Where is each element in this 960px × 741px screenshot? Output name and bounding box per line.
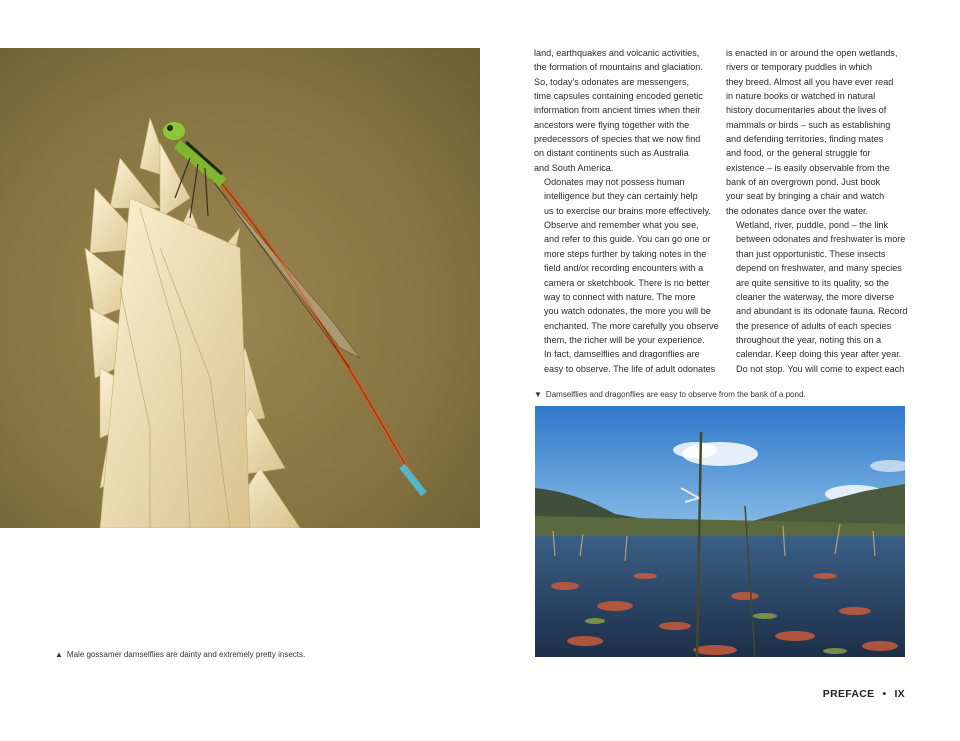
text-line: camera or sketchbook. There is no better (544, 277, 710, 288)
damselfly-photo (0, 48, 480, 528)
text-line: the odonates dance over the water. (726, 205, 869, 216)
text-line: and food, or the general struggle for (726, 148, 871, 159)
text-line: is enacted in or around the open wetlands, (726, 48, 898, 58)
text-line: ancestors were flying together with the (534, 119, 690, 130)
left-photo-caption (55, 649, 305, 660)
text-line: they breed. Almost all you have ever read (726, 76, 894, 87)
text-line: field and/or recording encounters with a (544, 263, 704, 274)
paragraph (534, 347, 716, 376)
text-column-1 (534, 46, 719, 376)
text-line: them, the richer will be your experience. (544, 334, 705, 345)
text-line: the formation of mountains and glaciation. (534, 62, 703, 73)
running-footer (823, 688, 905, 700)
text-line: and South America. (534, 162, 614, 173)
paragraph (726, 218, 908, 376)
text-line: Do not stop. You will come to expect each (736, 363, 905, 374)
footer-bullet: • (882, 688, 887, 700)
text-line: bank of an overgrown pond. Just book (726, 177, 881, 188)
left-caption-text: Male gossamer damselflies are dainty and extremely pretty insects. (66, 650, 306, 659)
text-line: the presence of adults of each species (736, 320, 892, 331)
right-photo-caption (534, 389, 806, 400)
text-line: history documentaries about the lives of (726, 105, 887, 116)
paragraph (534, 175, 719, 347)
text-line: and defending territories, finding mates (726, 134, 884, 145)
text-line: us to exercise our brains more effectively. (544, 205, 711, 216)
text-line: between odonates and freshwater is more (736, 234, 906, 245)
text-column-2 (726, 46, 908, 376)
text-line: calendar. Keep doing this year after year. (736, 349, 902, 360)
text-line: are quite sensitive to its quality, so the (736, 277, 889, 288)
paragraph (534, 46, 716, 175)
caption-down-triangle-icon: ▼ (534, 390, 542, 399)
text-line: enchanted. The more carefully you observe (544, 320, 719, 331)
text-line: you watch odonates, the more you will be (544, 306, 711, 317)
text-line: and abundant is its odonate fauna. Record (736, 306, 908, 317)
text-line: time capsules containing encoded genetic (534, 91, 703, 102)
text-line: easy to observe. The life of adult odonates (544, 363, 716, 374)
text-line: land, earthquakes and volcanic activities, (534, 48, 700, 58)
text-line: than just opportunistic. These insects (736, 248, 886, 259)
paragraph (726, 46, 908, 218)
text-line: on distant continents such as Australia (534, 148, 689, 159)
section-title: PREFACE (822, 688, 875, 700)
text-line: Wetland, river, puddle, pond – the link (736, 220, 888, 231)
text-line: mammals or birds – such as establishing (726, 119, 891, 130)
text-line: cleaner the waterway, the more diverse (736, 291, 895, 302)
text-line: So, today’s odonates are messengers, (534, 76, 690, 87)
text-line: predecessors of species that we now find (534, 134, 701, 145)
caption-up-triangle-icon: ▲ (55, 650, 63, 659)
text-line: rivers or temporary puddles in which (726, 62, 873, 73)
text-line: existence – is easily observable from the (726, 162, 890, 173)
text-line: throughout the year, noting this on a (736, 334, 882, 345)
text-line: information from ancient times when their (534, 105, 701, 116)
text-line: intelligence but they can certainly help (544, 191, 698, 202)
text-line: in nature books or watched in natural (726, 91, 876, 102)
text-line: more steps further by taking notes in the (544, 248, 707, 259)
text-line: Observe and remember what you see, (544, 220, 699, 231)
pond-photo (535, 406, 905, 657)
text-line: Odonates may not possess human (544, 177, 685, 188)
page-number: IX (894, 688, 905, 700)
text-line: In fact, damselflies and dragonflies are (544, 349, 700, 360)
text-line: depend on freshwater, and many species (736, 263, 902, 274)
text-line: and refer to this guide. You can go one or (544, 234, 711, 245)
right-caption-text: Damselflies and dragonflies are easy to observe from the bank of a pond. (545, 390, 806, 399)
text-line: your seat by bringing a chair and watch (726, 191, 885, 202)
text-line: way to connect with nature. The more (544, 291, 696, 302)
